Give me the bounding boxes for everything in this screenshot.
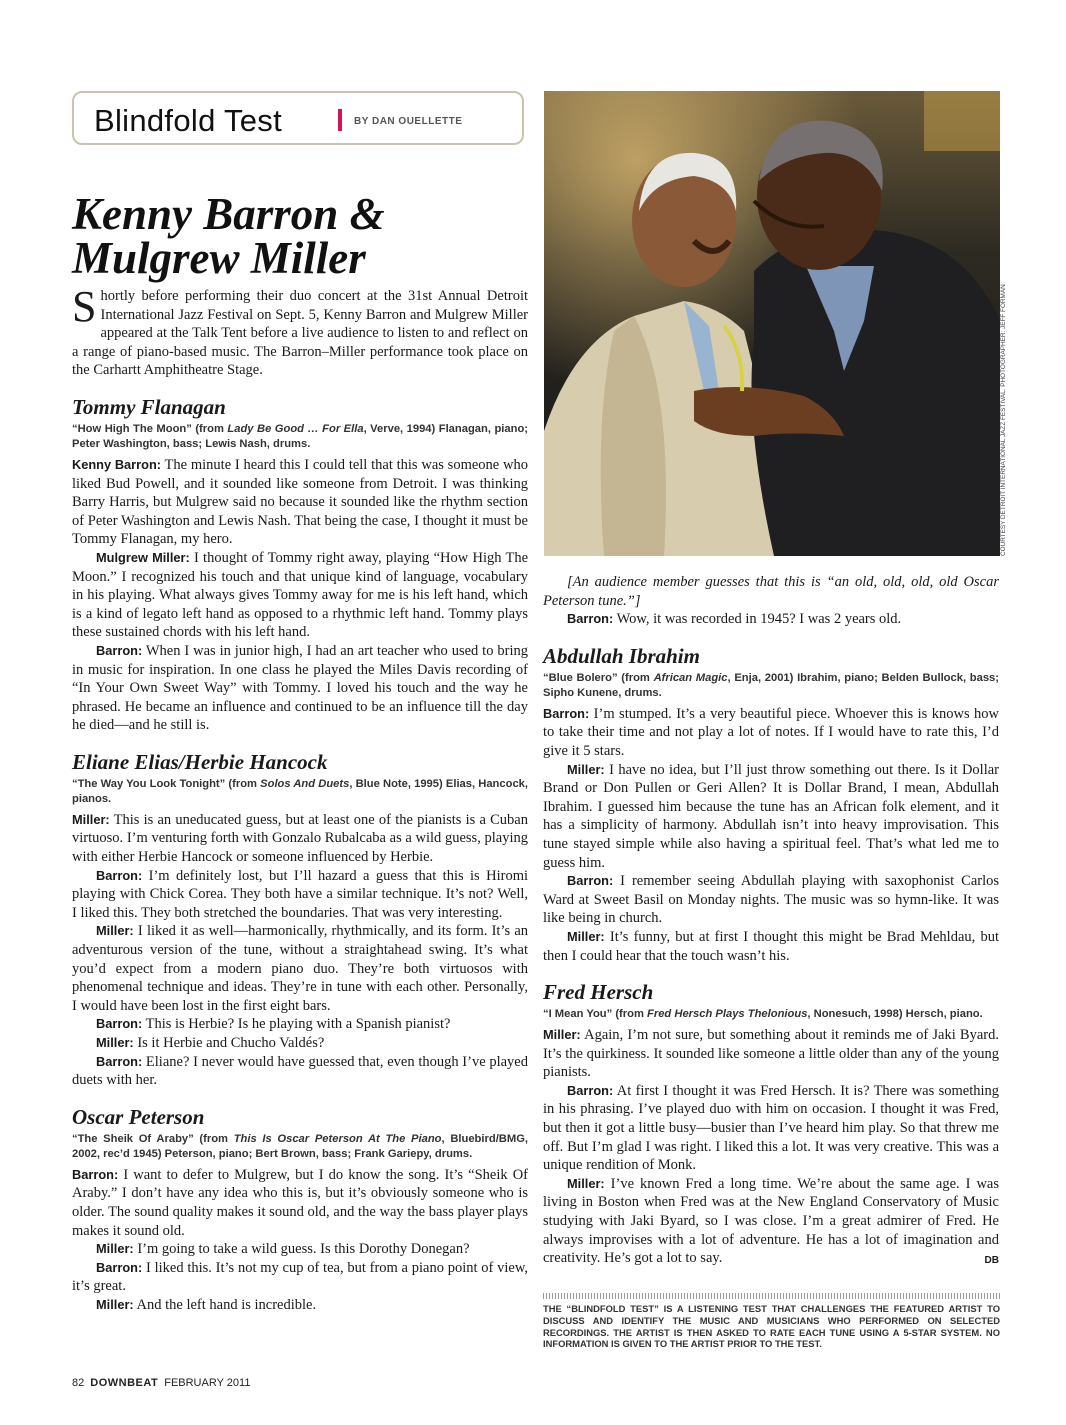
recording-credits xyxy=(72,422,528,452)
credit-text: , Nonesuch, 1998) Hersch, piano. xyxy=(807,1008,983,1021)
answer-paragraph xyxy=(543,1082,999,1175)
speaker-label: Barron: xyxy=(543,705,590,721)
speaker-label: Barron: xyxy=(96,1259,143,1275)
album-title: African Magic xyxy=(653,671,728,684)
answer-text: This is an uneducated guess, but at least one of the pianists is a Cuban virtuoso. I’m venturing forth with Gonzalo Rubalcaba as a wild guess, playing with either Herbie Hancock or someone influenced by Herbie. xyxy=(72,811,528,866)
section-header xyxy=(72,91,524,145)
speaker-label: Barron: xyxy=(96,1053,143,1069)
recording-credits xyxy=(72,777,528,807)
answer-text: It’s funny, but at first I thought this might be Brad Mehldau, but then I could hear that the touch wasn’t his. xyxy=(543,928,999,964)
answer-paragraph xyxy=(72,1015,528,1034)
answer-text: I thought of Tommy right away, playing “How High The Moon.” I recognized his touch and that unique kind of language, vocabulary in his playing. What always gives Tommy away for me is his left hand, which is a kind of legato left hand as opposed to a rhythmic left hand. Tommy plays these sustained chords with his left hand. xyxy=(72,549,528,641)
answer-text: When I was in junior high, I had an art teacher who used to bring in music for inspiration. In one class he played the Miles Davis recording of “In Your Own Sweet Way” with Tommy. I loved his touch and the way he phrased. He became an influence and continued to be an influence till the day he died—and he still is. xyxy=(72,642,528,734)
recording-credits xyxy=(72,1132,528,1162)
left-column xyxy=(72,282,529,1315)
answer-text: The minute I heard this I could tell that this was someone who liked Bud Powell, and it sounded like someone from Detroit. I was thinking Barry Harris, but Mulgrew said no because it sounded like the rhythm section of Peter Washington and Lewis Nash. That being the case, I thought it must be Tommy Flanagan, my hero. xyxy=(72,456,528,548)
answer-text: Eliane? I never would have guessed that, even though I’ve played duets with her. xyxy=(72,1053,528,1089)
answer-text: I’ve known Fred a long time. We’re about the same age. I was living in Boston when Fred was at the New England Conservatory of Music studying with Jaki Byard, so I was close. I’m a great admirer of Fred. He always improvises with a lot of adventure. He has a lot of imagination and creativity. He’s got a lot to say. xyxy=(543,1175,999,1267)
answer-text: At first I thought it was Fred Hersch. It is? There was something in his phrasing. I’ve played duo with him on occasion. I thought it was Fred, but then it got a little busy—busier than I’ve heard him play. So that threw me off. But I’m glad I was right. I liked this a lot. It was very creative. This was a unique rendition of Monk. xyxy=(543,1082,1000,1174)
answer-paragraph xyxy=(72,1034,528,1053)
section-title: Blindfold Test xyxy=(94,103,283,138)
speaker-label: Miller: xyxy=(96,1035,134,1050)
credit-text: , Enja, 2001) Ibrahim, piano; Belden Bullock, bass; Sipho Kunene, drums. xyxy=(543,671,999,699)
drop-cap: S xyxy=(72,282,97,331)
answer-text: I’m stumped. It’s a very beautiful piece. Whoever this is knows how to take their time and not play a lot of notes. If I would have to rate this, I’d give it 5 stars. xyxy=(543,705,1000,759)
answer-text: I remember seeing Abdullah playing with saxophonist Carlos Ward at Sweet Basil on Monday nights. The music was so hymn-like. It was like being in church. xyxy=(543,873,1000,927)
answer-paragraph xyxy=(72,1240,528,1259)
answer-paragraph xyxy=(72,1296,528,1315)
page-footer xyxy=(72,1377,250,1389)
byline: BY DAN OUELLETTE xyxy=(354,116,463,127)
speaker-label: Miller: xyxy=(96,1296,134,1312)
answer-paragraph xyxy=(543,610,999,629)
credit-text: “I Mean You” (from xyxy=(543,1008,648,1021)
answer-paragraph xyxy=(72,867,528,923)
answer-text: I liked this. It’s not my cup of tea, but from a piano point of view, it’s great. xyxy=(72,1259,528,1295)
answer-paragraph xyxy=(72,1166,528,1240)
credit-text: , Blue Note, 1995) Elias, Hancock, pianos. xyxy=(72,777,529,805)
issue-date: FEBRUARY 2011 xyxy=(164,1377,251,1389)
answer-paragraph xyxy=(543,761,999,873)
album-title: Fred Hersch Plays Thelonious xyxy=(647,1008,808,1021)
credit-text: “The Sheik Of Araby” (from xyxy=(72,1132,234,1145)
album-title: Solos And Duets xyxy=(260,777,350,790)
footnote: THE “BLINDFOLD TEST” IS A LISTENING TEST THAT CHALLENGES THE FEATURED ARTIST TO DISCUSS AND IDENTIFY THE MUSIC AND MUSICIANS WHO PERFORMED ON SELECTED RECORDINGS. THE ARTIST IS THEN ASKED TO RATE EACH TUNE USING A 5-STAR SYSTEM. NO INFORMATION IS GIVEN TO THE ARTIST PRIOR TO THE TEST. xyxy=(543,1303,1000,1350)
answer-paragraph xyxy=(543,1175,999,1268)
answer-paragraph xyxy=(543,872,999,928)
speaker-label: Miller: xyxy=(543,1027,581,1043)
speaker-label: Barron: xyxy=(567,873,614,889)
speaker-label: Barron: xyxy=(567,611,614,627)
right-column xyxy=(543,573,999,1271)
speaker-label: Barron: xyxy=(567,1082,614,1098)
answer-paragraph xyxy=(72,1053,528,1090)
artist-heading: Tommy Flanagan xyxy=(72,394,226,419)
answer-paragraph xyxy=(543,1026,999,1082)
artist-heading: Fred Hersch xyxy=(543,980,654,1005)
musicians-photo xyxy=(544,91,1000,556)
answer-paragraph xyxy=(543,928,999,965)
end-mark: DB xyxy=(984,1255,999,1267)
answer-text: This is Herbie? Is he playing with a Spanish pianist? xyxy=(145,1016,451,1033)
recording-credits xyxy=(543,1007,999,1022)
answer-text: And the left hand is incredible. xyxy=(136,1296,317,1313)
answer-paragraph xyxy=(543,705,999,761)
speaker-label: Barron: xyxy=(96,867,143,883)
artist-heading: Oscar Peterson xyxy=(72,1104,205,1129)
speaker-label: Barron: xyxy=(96,1016,143,1032)
recording-credits xyxy=(543,671,999,701)
answer-text: Is it Herbie and Chucho Valdés? xyxy=(137,1035,325,1051)
album-title: This Is Oscar Peterson At The Piano xyxy=(233,1132,442,1145)
answer-paragraph xyxy=(72,1259,528,1296)
title-divider xyxy=(338,109,342,131)
page-number: 82 xyxy=(72,1377,85,1389)
credit-text: “The Way You Look Tonight” (from xyxy=(72,777,261,790)
intro-text: hortly before performing their duo concert at the 31st Annual Detroit International Jazz Festival on Sept. 5, Kenny Barron and Mulgrew Miller appeared at the Talk Tent before a live audience to listen to and reflect on a range of piano-based music. The Barron–Miller performance took place on the Carhartt Amphitheatre Stage. xyxy=(72,288,528,379)
speaker-label: Miller: xyxy=(567,928,605,944)
headline: Kenny Barron & Mulgrew Miller xyxy=(72,189,385,283)
answer-paragraph xyxy=(72,642,528,735)
speaker-label: Miller: xyxy=(96,923,134,939)
credit-text: , Verve, 1994) Flanagan, piano; Peter Washington, bass; Lewis Nash, drums. xyxy=(72,422,528,450)
intro-paragraph xyxy=(72,282,528,380)
album-title: Lady Be Good … For Ella xyxy=(227,422,364,435)
photo-illustration xyxy=(544,91,1000,556)
credit-text: “Blue Bolero” (from xyxy=(543,671,654,684)
audience-note: [An audience member guesses that this is “an old, old, old, old Oscar Peterson tune.”] xyxy=(543,574,999,609)
answer-text: I want to defer to Mulgrew, but I do know the song. It’s “Sheik Of Araby.” I don’t have any idea who this is, but it’s obviously someone who is older. The sound quality makes it sound old, and the way the bass player plays makes it sound old. xyxy=(72,1166,529,1239)
magazine-name: DOWNBEAT xyxy=(90,1377,159,1389)
answer-paragraph xyxy=(72,549,528,642)
answer-paragraph xyxy=(72,456,528,549)
answer-paragraph xyxy=(72,922,528,1015)
answer-text: I have no idea, but I’ll just throw something out there. Is it Dollar Brand or Don Pullen or Geri Allen? It is Dollar Brand, I mean, Abdullah Ibrahim. I guessed him because the tune has an African folk element, and it has a simplicity of harmony. Abdullah isn’t into heavy improvisation. This tune stayed simple while also having a spiritual feel. That’s what led me to guess him. xyxy=(543,761,999,871)
speaker-label: Mulgrew Miller: xyxy=(96,549,190,565)
speaker-label: Miller: xyxy=(96,1241,134,1257)
speaker-label: Miller: xyxy=(567,1175,605,1191)
speaker-label: Miller: xyxy=(567,761,605,777)
speaker-label: Miller: xyxy=(72,811,110,827)
answer-text: Again, I’m not sure, but something about it reminds me of Jaki Byard. It’s the quirkiness. It sounded like someone a little older than any of the young pianists. xyxy=(543,1027,999,1081)
artist-heading: Abdullah Ibrahim xyxy=(543,643,700,668)
speaker-label: Barron: xyxy=(72,1166,119,1182)
answer-text: I liked it as well—harmonically, rhythmically, and its form. It’s an adventurous version of the tune, without a straightahead swing. It’s what you’d expect from a modern piano duo. They’re both virtuosos with phenomenal technique and ideas. They’re in tune with each other. Personally, I would have been lost in the first eight bars. xyxy=(72,923,529,1014)
artist-heading: Eliane Elias/Herbie Hancock xyxy=(72,749,328,774)
speaker-label: Barron: xyxy=(96,642,143,658)
answer-text: Wow, it was recorded in 1945? I was 2 years old. xyxy=(616,611,902,628)
speaker-label: Kenny Barron: xyxy=(72,456,162,472)
credit-text: “How High The Moon” (from xyxy=(72,422,228,435)
footnote-divider xyxy=(543,1293,1000,1299)
answer-paragraph xyxy=(72,811,528,867)
credit-text: , Bluebird/BMG, 2002, rec’d 1945) Peterson, piano; Bert Brown, bass; Frank Gariepy, drums. xyxy=(72,1132,529,1160)
answer-text: I’m definitely lost, but I’ll hazard a guess that this is Hiromi playing with Chick Corea. They both have a similar technique. It’s not? Well, I liked this. They both stretched the boundaries. That was very interesting. xyxy=(72,867,528,921)
answer-text: I’m going to take a wild guess. Is this Dorothy Donegan? xyxy=(137,1241,470,1258)
photo-credit: COURTESY DETROIT INTERNATIONAL JAZZ FESTIVAL. PHOTOGRAPHER: JEFF FORMAN xyxy=(1000,284,1007,556)
